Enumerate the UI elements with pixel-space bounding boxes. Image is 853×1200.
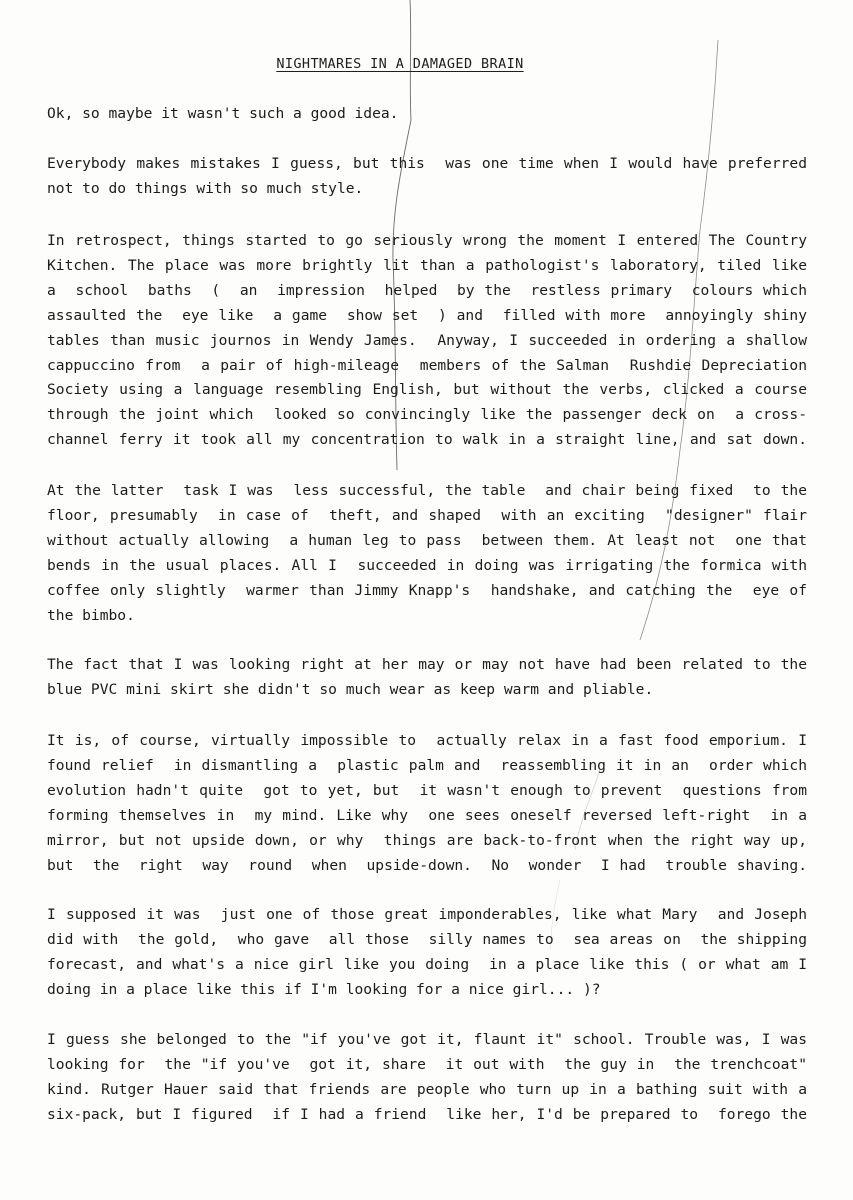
text-line: channel ferry it took all my concentration to walk in a straight line, and sat down. <box>47 431 807 449</box>
text-line: forming themselves in my mind. Like why one sees oneself reversed left-right in a <box>47 806 807 824</box>
text-line: a school baths ( an impression helped by the restless primary colours which <box>47 281 807 299</box>
text-line: kind. Rutger Hauer said that friends are people who turn up in a bathing suit with a <box>47 1080 807 1098</box>
text-line: I guess she belonged to the "if you've got it, flaunt it" school. Trouble was, I was <box>47 1031 807 1048</box>
text-line: Ok, so maybe it wasn't such a good idea. <box>47 105 399 122</box>
text-line: tables than music journos in Wendy James. Anyway, I succeeded in ordering a shallow <box>47 331 807 349</box>
paragraph <box>47 1028 807 1128</box>
text-line: assaulted the eye like a game show set ) and filled with more annoyingly shiny <box>47 306 807 324</box>
text-line: Everybody makes mistakes I guess, but this was one time when I would have preferred <box>47 155 807 172</box>
text-line: coffee only slightly warmer than Jimmy Knapp's handshake, and catching the eye of <box>47 581 807 599</box>
text-line: not to do things with so much style. <box>47 179 364 197</box>
text-line: did with the gold, who gave all those silly names to sea areas on the shipping <box>47 930 807 948</box>
text-line: found relief in dismantling a plastic palm and reassembling it in an order which <box>47 756 807 774</box>
text-line: It is, of course, virtually impossible to actually relax in a fast food emporium. I <box>47 732 807 749</box>
text-line: bends in the usual places. All I succeeded in doing was irrigating the formica with <box>47 556 807 574</box>
text-line: In retrospect, things started to go seriously wrong the moment I entered The Country <box>47 232 807 249</box>
text-line: six-pack, but I figured if I had a friend like her, I'd be prepared to forego the <box>47 1105 807 1123</box>
text-line: The fact that I was looking right at her may or may not have had been related to the <box>47 656 807 673</box>
text-line: forecast, and what's a nice girl like you doing in a place like this ( or what am I <box>47 955 807 973</box>
page-title: NIGHTMARES IN A DAMAGED BRAIN <box>276 56 524 72</box>
text-line: looking for the "if you've got it, share it out with the guy in the trenchcoat" <box>47 1055 807 1073</box>
text-line: cappuccino from a pair of high-mileage members of the Salman Rushdie Depreciation <box>47 356 807 374</box>
text-line: through the joint which looked so convincingly like the passenger deck on a cross- <box>47 406 807 424</box>
paragraph <box>47 229 807 453</box>
paragraph <box>47 903 807 1003</box>
text-line: but the right way round when upside-down. No wonder I had trouble shaving. <box>47 856 807 874</box>
paragraph <box>47 102 807 127</box>
text-line: Kitchen. The place was more brightly lit than a pathologist's laboratory, tiled like <box>47 256 807 274</box>
text-line: doing in a place like this if I'm looking for a nice girl... )? <box>47 980 601 998</box>
text-line: At the latter task I was less successful, the table and chair being fixed to the <box>47 482 807 499</box>
paragraph <box>47 653 807 703</box>
paragraph <box>47 152 807 202</box>
text-line: floor, presumably in case of theft, and shaped with an exciting "designer" flair <box>47 506 807 524</box>
paragraph <box>47 729 807 878</box>
paragraph <box>47 479 807 628</box>
text-line: I supposed it was just one of those great imponderables, like what Mary and Joseph <box>47 906 807 923</box>
text-line: mirror, but not upside down, or why things are back-to-front when the right way up, <box>47 831 807 849</box>
text-line: blue PVC mini skirt she didn't so much wear as keep warm and pliable. <box>47 680 654 698</box>
text-line: Society using a language resembling English, but without the verbs, clicked a course <box>47 381 807 399</box>
text-line: the bimbo. <box>47 606 135 624</box>
text-line: without actually allowing a human leg to pass between them. At least not one that <box>47 531 807 549</box>
text-line: evolution hadn't quite got to yet, but it wasn't enough to prevent questions from <box>47 781 807 799</box>
